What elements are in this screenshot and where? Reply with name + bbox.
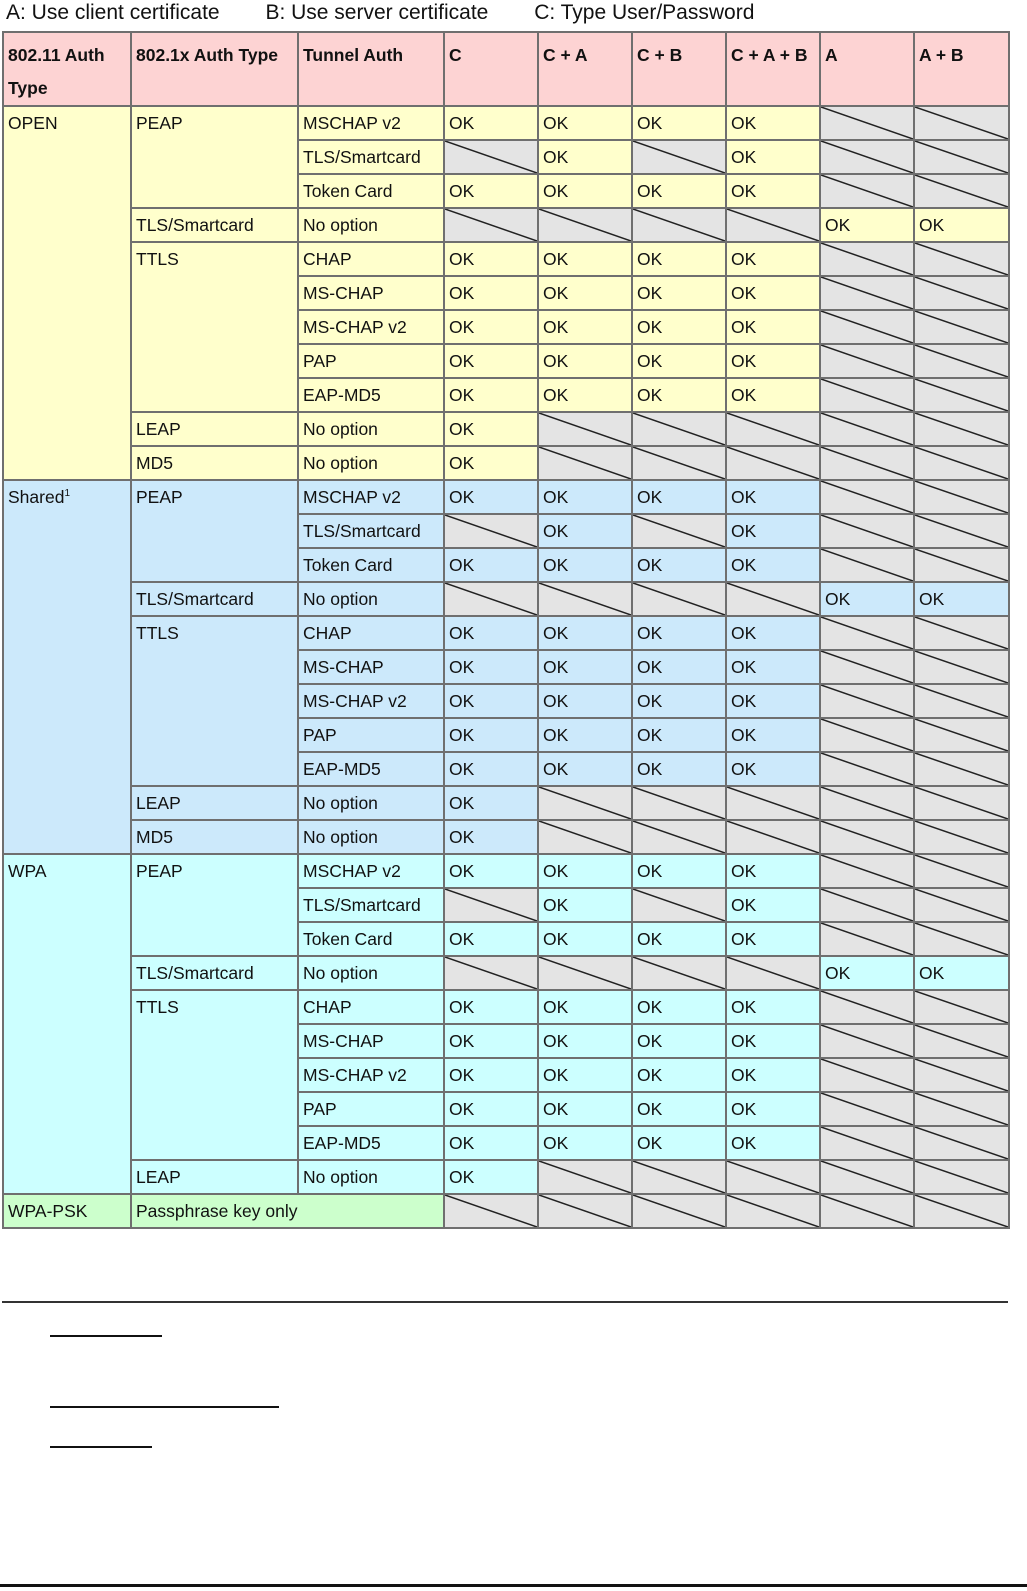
legend-c: C: Type User/Password <box>534 1 755 24</box>
na-cell <box>914 276 1009 310</box>
ok-cell: OK <box>538 684 632 718</box>
ok-cell: OK <box>444 378 538 412</box>
table-row <box>3 956 1009 990</box>
auth-type-cell <box>3 480 131 854</box>
na-cell <box>632 140 726 174</box>
na-cell <box>726 1160 820 1194</box>
ok-cell: OK <box>914 956 1009 990</box>
tunnel-cell: Token Card <box>298 174 444 208</box>
na-cell <box>914 1058 1009 1092</box>
ok-cell: OK <box>632 718 726 752</box>
footnote-rule <box>50 1335 162 1337</box>
ok-cell: OK <box>632 854 726 888</box>
tunnel-cell: MS-CHAP <box>298 276 444 310</box>
ok-cell: OK <box>538 480 632 514</box>
ok-cell: OK <box>632 242 726 276</box>
header-eap-type: 802.1x Auth Type <box>131 32 298 106</box>
tunnel-cell: TLS/Smartcard <box>298 888 444 922</box>
na-cell <box>444 140 538 174</box>
ok-cell: OK <box>444 412 538 446</box>
ok-cell: OK <box>538 378 632 412</box>
table-row <box>3 1160 1009 1194</box>
auth-type-cell: WPA-PSK <box>3 1194 131 1228</box>
ok-cell: OK <box>538 276 632 310</box>
ok-cell: OK <box>538 310 632 344</box>
tunnel-cell: CHAP <box>298 242 444 276</box>
tunnel-cell: No option <box>298 412 444 446</box>
ok-cell: OK <box>632 548 726 582</box>
eap-type-cell: TTLS <box>131 242 298 412</box>
na-cell <box>632 786 726 820</box>
legend-a: A: Use client certificate <box>6 1 220 24</box>
ok-cell: OK <box>444 1024 538 1058</box>
na-cell <box>914 1024 1009 1058</box>
na-cell <box>444 888 538 922</box>
na-cell <box>914 412 1009 446</box>
ok-cell: OK <box>726 242 820 276</box>
ok-cell: OK <box>538 1024 632 1058</box>
na-cell <box>444 208 538 242</box>
na-cell <box>632 888 726 922</box>
header-row <box>3 32 1009 106</box>
ok-cell: OK <box>726 1058 820 1092</box>
header-auth-type: 802.11 Auth Type <box>3 32 131 106</box>
ok-cell: OK <box>726 548 820 582</box>
header-a-b: A + B <box>914 32 1009 106</box>
ok-cell: OK <box>632 344 726 378</box>
na-cell <box>820 1092 914 1126</box>
na-cell <box>632 1194 726 1228</box>
na-cell <box>914 684 1009 718</box>
auth-type-cell: OPEN <box>3 106 131 480</box>
na-cell <box>820 718 914 752</box>
ok-cell: OK <box>632 990 726 1024</box>
na-cell <box>820 1160 914 1194</box>
na-cell <box>820 1024 914 1058</box>
ok-cell: OK <box>444 650 538 684</box>
eap-type-cell: LEAP <box>131 1160 298 1194</box>
na-cell <box>444 956 538 990</box>
eap-type-cell: TLS/Smartcard <box>131 582 298 616</box>
table-row <box>3 1194 1009 1228</box>
eap-type-cell: TTLS <box>131 616 298 786</box>
table-row <box>3 106 1009 140</box>
na-cell <box>914 922 1009 956</box>
na-cell <box>820 854 914 888</box>
na-cell <box>914 752 1009 786</box>
na-cell <box>726 582 820 616</box>
na-cell <box>914 106 1009 140</box>
ok-cell: OK <box>538 990 632 1024</box>
tunnel-cell: EAP-MD5 <box>298 752 444 786</box>
na-cell <box>820 990 914 1024</box>
tunnel-cell: No option <box>298 820 444 854</box>
table-row <box>3 480 1009 514</box>
ok-cell: OK <box>914 582 1009 616</box>
na-cell <box>820 650 914 684</box>
ok-cell: OK <box>726 1024 820 1058</box>
ok-cell: OK <box>726 1092 820 1126</box>
na-cell <box>914 378 1009 412</box>
na-cell <box>820 106 914 140</box>
na-cell <box>914 1126 1009 1160</box>
ok-cell: OK <box>632 684 726 718</box>
na-cell <box>914 480 1009 514</box>
na-cell <box>538 820 632 854</box>
tunnel-cell: No option <box>298 956 444 990</box>
na-cell <box>726 820 820 854</box>
header-c: C <box>444 32 538 106</box>
ok-cell: OK <box>444 718 538 752</box>
tunnel-cell: PAP <box>298 718 444 752</box>
ok-cell: OK <box>538 514 632 548</box>
legend-b: B: Use server certificate <box>265 1 489 24</box>
na-cell <box>914 718 1009 752</box>
ok-cell: OK <box>726 888 820 922</box>
tunnel-cell: No option <box>298 582 444 616</box>
na-cell <box>914 310 1009 344</box>
na-cell <box>632 412 726 446</box>
na-cell <box>632 514 726 548</box>
na-cell <box>632 1160 726 1194</box>
ok-cell: OK <box>726 718 820 752</box>
ok-cell: OK <box>726 174 820 208</box>
header-c-a-b: C + A + B <box>726 32 820 106</box>
footnote-marker: 1 <box>64 488 70 500</box>
ok-cell: OK <box>726 276 820 310</box>
na-cell <box>820 242 914 276</box>
eap-type-cell: PEAP <box>131 106 298 208</box>
ok-cell: OK <box>538 1092 632 1126</box>
eap-type-cell: TLS/Smartcard <box>131 956 298 990</box>
ok-cell: OK <box>632 1024 726 1058</box>
ok-cell: OK <box>538 888 632 922</box>
eap-type-cell: PEAP <box>131 854 298 956</box>
na-cell <box>538 412 632 446</box>
na-cell <box>820 786 914 820</box>
tunnel-cell: MS-CHAP v2 <box>298 310 444 344</box>
tunnel-cell: Token Card <box>298 548 444 582</box>
na-cell <box>914 888 1009 922</box>
tunnel-cell: MS-CHAP v2 <box>298 684 444 718</box>
ok-cell: OK <box>538 854 632 888</box>
tunnel-cell: MS-CHAP v2 <box>298 1058 444 1092</box>
shared-label: Shared <box>8 487 65 507</box>
ok-cell: OK <box>444 820 538 854</box>
na-cell <box>820 548 914 582</box>
na-cell <box>632 582 726 616</box>
ok-cell: OK <box>632 650 726 684</box>
table-row <box>3 446 1009 480</box>
table-row <box>3 582 1009 616</box>
na-cell <box>538 1160 632 1194</box>
header-tunnel-auth: Tunnel Auth <box>298 32 444 106</box>
na-cell <box>632 956 726 990</box>
ok-cell: OK <box>632 1058 726 1092</box>
tunnel-cell: PAP <box>298 1092 444 1126</box>
ok-cell: OK <box>538 718 632 752</box>
na-cell <box>538 208 632 242</box>
ok-cell: OK <box>444 990 538 1024</box>
na-cell <box>914 548 1009 582</box>
ok-cell: OK <box>538 548 632 582</box>
ok-cell: OK <box>726 106 820 140</box>
na-cell <box>914 854 1009 888</box>
ok-cell: OK <box>444 786 538 820</box>
ok-cell: OK <box>726 140 820 174</box>
ok-cell: OK <box>632 174 726 208</box>
na-cell <box>444 514 538 548</box>
table-row <box>3 990 1009 1024</box>
ok-cell: OK <box>820 956 914 990</box>
na-cell <box>726 1194 820 1228</box>
tunnel-cell: TLS/Smartcard <box>298 514 444 548</box>
ok-cell: OK <box>444 922 538 956</box>
ok-cell: OK <box>538 922 632 956</box>
ok-cell: OK <box>444 548 538 582</box>
ok-cell: OK <box>538 242 632 276</box>
ok-cell: OK <box>444 1126 538 1160</box>
ok-cell: OK <box>632 752 726 786</box>
na-cell <box>538 582 632 616</box>
table-row <box>3 242 1009 276</box>
table-row <box>3 786 1009 820</box>
na-cell <box>914 820 1009 854</box>
tunnel-cell: No option <box>298 208 444 242</box>
na-cell <box>820 616 914 650</box>
tunnel-cell: No option <box>298 1160 444 1194</box>
ok-cell: OK <box>444 276 538 310</box>
na-cell <box>538 446 632 480</box>
ok-cell: OK <box>444 310 538 344</box>
na-cell <box>820 378 914 412</box>
na-cell <box>444 1194 538 1228</box>
tunnel-cell: Token Card <box>298 922 444 956</box>
na-cell <box>444 582 538 616</box>
ok-cell: OK <box>820 582 914 616</box>
na-cell <box>820 1058 914 1092</box>
na-cell <box>726 786 820 820</box>
ok-cell: OK <box>632 1092 726 1126</box>
ok-cell: OK <box>726 922 820 956</box>
tunnel-cell: MS-CHAP <box>298 650 444 684</box>
auth-compatibility-table <box>2 31 1010 1229</box>
table-row <box>3 820 1009 854</box>
legend <box>6 0 794 28</box>
header-a: A <box>820 32 914 106</box>
ok-cell: OK <box>444 1092 538 1126</box>
na-cell <box>820 446 914 480</box>
table-row <box>3 412 1009 446</box>
eap-type-cell: LEAP <box>131 412 298 446</box>
tunnel-cell: EAP-MD5 <box>298 378 444 412</box>
na-cell <box>820 1194 914 1228</box>
tunnel-cell: PAP <box>298 344 444 378</box>
ok-cell: OK <box>726 990 820 1024</box>
ok-cell: OK <box>726 752 820 786</box>
eap-type-cell: TTLS <box>131 990 298 1160</box>
na-cell <box>632 820 726 854</box>
ok-cell: OK <box>726 1126 820 1160</box>
ok-cell: OK <box>820 208 914 242</box>
ok-cell: OK <box>726 310 820 344</box>
ok-cell: OK <box>632 378 726 412</box>
na-cell <box>914 446 1009 480</box>
na-cell <box>914 1194 1009 1228</box>
na-cell <box>820 412 914 446</box>
footnote-rule <box>50 1406 279 1408</box>
tunnel-cell: TLS/Smartcard <box>298 140 444 174</box>
na-cell <box>820 174 914 208</box>
na-cell <box>914 140 1009 174</box>
tunnel-cell: CHAP <box>298 990 444 1024</box>
na-cell <box>632 446 726 480</box>
na-cell <box>632 208 726 242</box>
na-cell <box>820 480 914 514</box>
na-cell <box>820 820 914 854</box>
na-cell <box>914 990 1009 1024</box>
na-cell <box>820 684 914 718</box>
na-cell <box>820 888 914 922</box>
ok-cell: OK <box>632 480 726 514</box>
ok-cell: OK <box>538 174 632 208</box>
ok-cell: OK <box>538 140 632 174</box>
na-cell <box>820 752 914 786</box>
ok-cell: OK <box>632 276 726 310</box>
table-row <box>3 616 1009 650</box>
na-cell <box>820 276 914 310</box>
na-cell <box>914 514 1009 548</box>
na-cell <box>914 1092 1009 1126</box>
eap-type-cell: LEAP <box>131 786 298 820</box>
tunnel-cell: No option <box>298 786 444 820</box>
na-cell <box>820 140 914 174</box>
ok-cell: OK <box>632 616 726 650</box>
na-cell <box>820 310 914 344</box>
ok-cell: OK <box>726 650 820 684</box>
na-cell <box>914 650 1009 684</box>
tunnel-cell: MSCHAP v2 <box>298 480 444 514</box>
na-cell <box>538 956 632 990</box>
na-cell <box>538 1194 632 1228</box>
eap-type-cell: TLS/Smartcard <box>131 208 298 242</box>
na-cell <box>726 412 820 446</box>
ok-cell: OK <box>444 1160 538 1194</box>
ok-cell: OK <box>444 446 538 480</box>
header-c-b: C + B <box>632 32 726 106</box>
ok-cell: OK <box>538 650 632 684</box>
eap-type-cell: PEAP <box>131 480 298 582</box>
ok-cell: OK <box>444 752 538 786</box>
passphrase-cell: Passphrase key only <box>131 1194 444 1228</box>
na-cell <box>726 446 820 480</box>
ok-cell: OK <box>632 310 726 344</box>
tunnel-cell: EAP-MD5 <box>298 1126 444 1160</box>
na-cell <box>726 208 820 242</box>
ok-cell: OK <box>726 854 820 888</box>
tunnel-cell: MSCHAP v2 <box>298 106 444 140</box>
footnote-rule <box>50 1446 152 1448</box>
page-bottom-rule <box>0 1584 1027 1587</box>
ok-cell: OK <box>444 480 538 514</box>
ok-cell: OK <box>538 752 632 786</box>
ok-cell: OK <box>538 1126 632 1160</box>
ok-cell: OK <box>444 684 538 718</box>
ok-cell: OK <box>726 616 820 650</box>
na-cell <box>820 344 914 378</box>
auth-type-cell: WPA <box>3 854 131 1194</box>
na-cell <box>914 344 1009 378</box>
tunnel-cell: MSCHAP v2 <box>298 854 444 888</box>
ok-cell: OK <box>538 1058 632 1092</box>
ok-cell: OK <box>632 922 726 956</box>
table-bottom-rule <box>2 1301 1008 1303</box>
ok-cell: OK <box>444 616 538 650</box>
na-cell <box>914 174 1009 208</box>
tunnel-cell: No option <box>298 446 444 480</box>
na-cell <box>726 956 820 990</box>
ok-cell: OK <box>726 514 820 548</box>
ok-cell: OK <box>444 242 538 276</box>
ok-cell: OK <box>538 344 632 378</box>
na-cell <box>538 786 632 820</box>
na-cell <box>914 786 1009 820</box>
na-cell <box>820 922 914 956</box>
na-cell <box>820 514 914 548</box>
na-cell <box>820 1126 914 1160</box>
ok-cell: OK <box>444 106 538 140</box>
ok-cell: OK <box>444 1058 538 1092</box>
eap-type-cell: MD5 <box>131 820 298 854</box>
ok-cell: OK <box>444 854 538 888</box>
ok-cell: OK <box>914 208 1009 242</box>
ok-cell: OK <box>632 1126 726 1160</box>
na-cell <box>914 1160 1009 1194</box>
ok-cell: OK <box>444 174 538 208</box>
tunnel-cell: MS-CHAP <box>298 1024 444 1058</box>
ok-cell: OK <box>632 106 726 140</box>
ok-cell: OK <box>726 684 820 718</box>
ok-cell: OK <box>726 344 820 378</box>
eap-type-cell: MD5 <box>131 446 298 480</box>
ok-cell: OK <box>726 378 820 412</box>
ok-cell: OK <box>726 480 820 514</box>
table-row <box>3 208 1009 242</box>
ok-cell: OK <box>538 616 632 650</box>
header-c-a: C + A <box>538 32 632 106</box>
na-cell <box>914 616 1009 650</box>
ok-cell: OK <box>538 106 632 140</box>
na-cell <box>914 242 1009 276</box>
tunnel-cell: CHAP <box>298 616 444 650</box>
ok-cell: OK <box>444 344 538 378</box>
table-row <box>3 854 1009 888</box>
